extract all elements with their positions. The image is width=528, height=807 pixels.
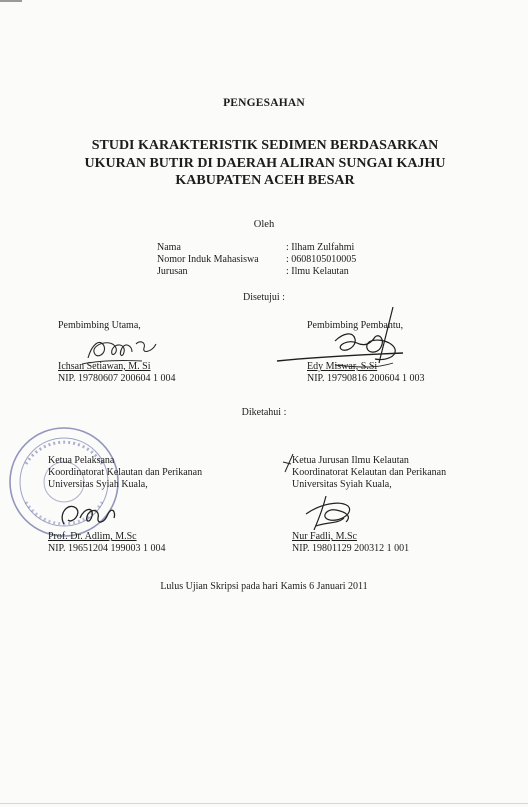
- student-dept-value: : Ilmu Kelautan: [286, 266, 349, 277]
- supervisor2-name: Edy Miswar, S.Si: [307, 361, 378, 372]
- official2-name: Nur Fadli, M.Sc: [292, 531, 357, 542]
- student-nim-value: : 0608105010005: [286, 254, 357, 265]
- supervisor1-nip: NIP. 19780607 200604 1 004: [58, 373, 176, 384]
- exam-date-line: Lulus Ujian Skripsi pada hari Kamis 6 Januari 2011: [160, 581, 368, 592]
- thesis-title-line: UKURAN BUTIR DI DAERAH ALIRAN SUNGAI KAJHU: [84, 155, 446, 171]
- student-nim-label: Nomor Induk Mahasiswa: [157, 254, 259, 265]
- official1-nip: NIP. 19651204 199003 1 004: [48, 543, 166, 554]
- supervisor1-role: Pembimbing Utama,: [58, 320, 141, 331]
- diketahui-label: Diketahui :: [241, 407, 287, 418]
- scan-edge-mark: [0, 0, 22, 2]
- student-dept-label: Jurusan: [157, 266, 188, 277]
- official1-signature: [54, 494, 124, 534]
- official2-title: Ketua Jurusan Ilmu Kelautan: [292, 455, 409, 466]
- official2-nip: NIP. 19801129 200312 1 001: [292, 543, 410, 554]
- official1-title: Ketua Pelaksana: [48, 455, 115, 466]
- oleh-label: Oleh: [253, 219, 275, 230]
- official2-university: Universitas Syiah Kuala,: [292, 479, 392, 490]
- official2-block: [292, 455, 446, 491]
- official1-unit: Koordinatorat Kelautan dan Perikanan: [48, 467, 203, 478]
- thesis-title-line: STUDI KARAKTERISTIK SEDIMEN BERDASARKAN: [91, 138, 439, 153]
- thesis-title: [40, 137, 490, 190]
- official2-signature: [296, 492, 366, 536]
- official1-block: [48, 455, 202, 491]
- page-heading: PENGESAHAN: [223, 97, 305, 109]
- disetujui-label: Disetujui :: [243, 292, 285, 303]
- student-name-value: : Ilham Zulfahmi: [286, 242, 355, 253]
- supervisor2-role: Pembimbing Pembantu,: [307, 320, 404, 331]
- official1-university: Universitas Syiah Kuala,: [48, 479, 148, 490]
- supervisor1-name: Ichsan Setiawan, M. Si: [58, 361, 151, 372]
- official2-unit: Koordinatorat Kelautan dan Perikanan: [292, 467, 447, 478]
- scan-bottom-edge: [0, 803, 528, 804]
- thesis-title-line: KABUPATEN ACEH BESAR: [175, 173, 355, 188]
- official1-name: Prof. Dr. Adlim, M.Sc: [48, 531, 137, 542]
- supervisor2-nip: NIP. 19790816 200604 1 003: [307, 373, 425, 384]
- student-name-label: Nama: [157, 242, 181, 253]
